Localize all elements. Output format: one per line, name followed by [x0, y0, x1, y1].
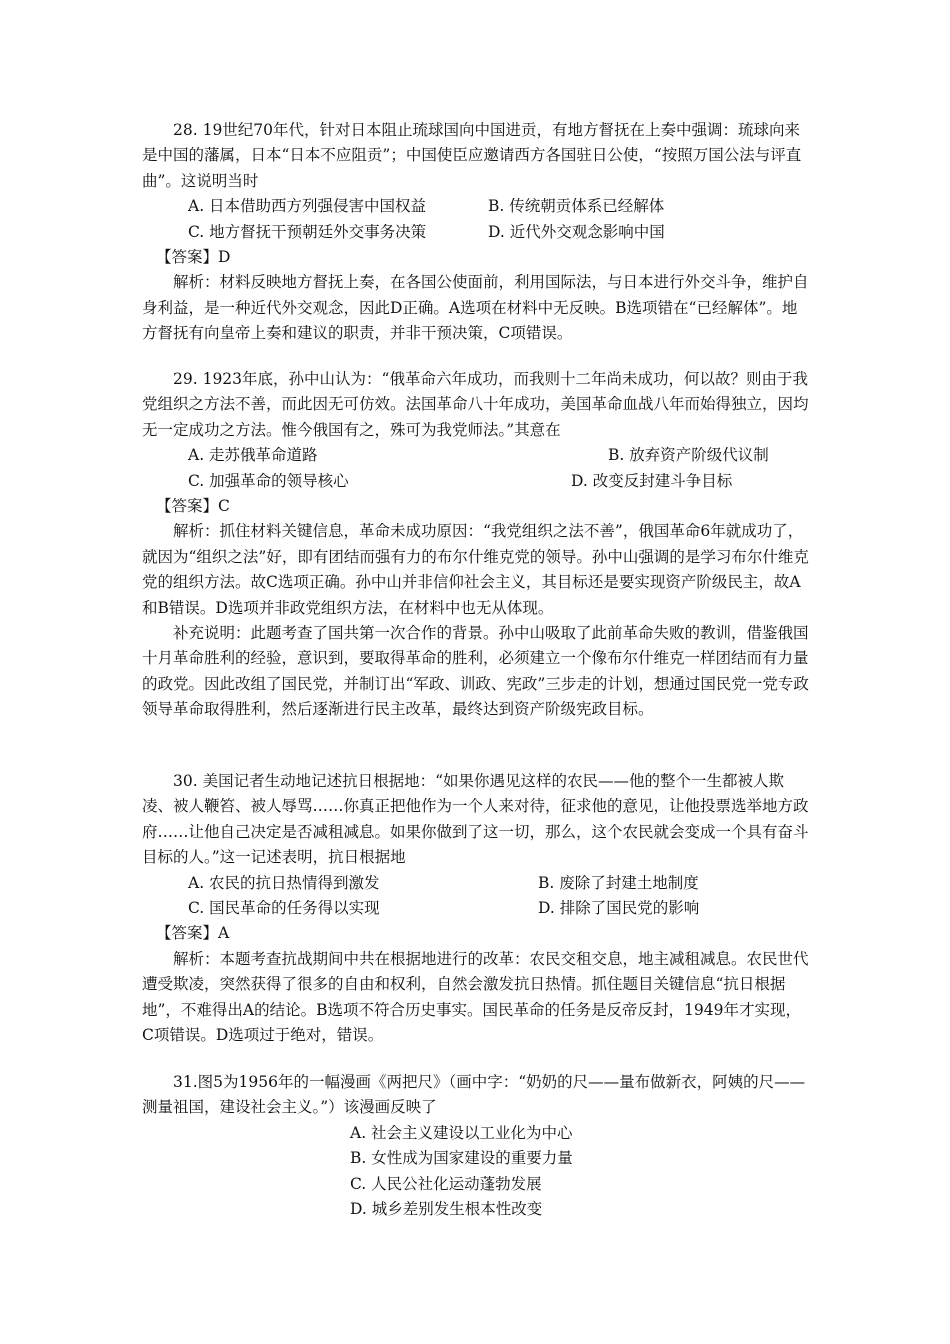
- question-stem: 28. 19世纪70年代，针对日本阻止琉球国向中国进贡，有地方督抚在上奏中强调：琉球向来是中国的藩属，日本“日本不应阻贡”；中国使臣应邀请西方各国驻日公使，“按照万国公法与评直曲”。这说明当时: [142, 121, 802, 190]
- option-c: C. 人民公社化运动蓬勃发展: [350, 1174, 542, 1193]
- analysis-text: 解析：本题考查抗战期间中共在根据地进行的改革：农民交租交息，地主减租减息。农民世代遭受欺凌，突然获得了很多的自由和权利，自然会激发抗日热情。抓住题目关键信息“抗日根据地”，不难得出A的结论。B选项不符合历史事实。国民革命的任务是反帝反封，1949年才实现，C项错误。D选项过于绝对，错误。: [142, 949, 809, 1045]
- option-a: A. 走苏俄革命道路: [188, 446, 318, 465]
- option-c: C. 加强革命的领导核心: [188, 471, 349, 490]
- analysis-text: 解析：抓住材料关键信息，革命未成功原因：“我党组织之法不善”，俄国革命6年就成功了，就因为“组织之法”好，即有团结而强有力的布尔什维克党的领导。孙中山强调的是学习布尔什维克党的组织方法。故C选项正确。孙中山并非信仰社会主义，其目标还是要实现资产阶级民主，故A和B错误。D选项并非政党组织方法，在材料中也无从体现。: [142, 522, 809, 617]
- option-a: A. 农民的抗日热情得到激发: [188, 873, 380, 892]
- option-row: [142, 194, 812, 219]
- option-d: D. 城乡差别发生根本性改变: [350, 1200, 543, 1219]
- option-row: [142, 896, 812, 921]
- option-b: B. 废除了封建土地制度: [538, 873, 699, 892]
- answer-label: 【答案】C: [156, 497, 230, 515]
- question-stem: 30. 美国记者生动地记述抗日根据地：“如果你遇见这样的农民——他的整个一生都被人欺凌、被人鞭笞、被人辱骂……你真正把他作为一个人来对待，征求他的意见，让他投票选举地方政府……让他自己决定是否减租减息。如果你做到了这一切，那么，这个农民就会变成一个具有奋斗目标的人。”这一记述表明，抗日根据地: [142, 772, 809, 867]
- question-29: [142, 367, 812, 723]
- option-b: B. 女性成为国家建设的重要力量: [350, 1149, 573, 1168]
- option-row: [142, 443, 812, 468]
- question-stem: 31.图5为1956年的一幅漫画《两把尺》（画中字：“奶奶的尺——量布做新衣，阿姨的尺——测量祖国，建设社会主义。”）该漫画反映了: [142, 1073, 806, 1117]
- question-stem: 29. 1923年底，孙中山认为：“俄革命六年成功，而我则十二年尚未成功，何以故？则由于我党组织之方法不善，而此因无可仿效。法国革命八十年成功，美国革命血战八年而始得独立，因均无一定成功之方法。惟今俄国有之，殊可为我党师法。”其意在: [142, 370, 809, 439]
- question-30: [142, 769, 812, 1048]
- option-c: C. 国民革命的任务得以实现: [188, 899, 380, 918]
- answer-label: 【答案】A: [156, 924, 230, 943]
- option-d: D. 近代外交观念影响中国: [488, 222, 665, 241]
- option-d: D. 排除了国民党的影响: [538, 899, 700, 918]
- option-row: [142, 220, 812, 245]
- analysis-text: 解析：材料反映地方督抚上奏，在各国公使面前，利用国际法，与日本进行外交斗争，维护自身利益，是一种近代外交观念，因此D正确。A选项在材料中无反映。B选项错在“已经解体”。地方督抚有向皇帝上奏和建议的职责，并非干预决策，C项错误。: [142, 273, 809, 343]
- option-b: B. 放弃资产阶级代议制: [608, 446, 769, 465]
- option-a: A. 社会主义建设以工业化为中心: [350, 1123, 573, 1142]
- option-row: [142, 469, 812, 494]
- option-c: C. 地方督抚干预朝廷外交事务决策: [188, 222, 427, 241]
- supplement-text: 补充说明：此题考查了国共第一次合作的背景。孙中山吸取了此前革命失败的教训，借鉴俄国十月革命胜利的经验，意识到，要取得革命的胜利，必须建立一个像布尔什维克一样团结而有力量的政党。因此改组了国民党，并制订出“军政、训政、宪政”三步走的计划，想通过国民党一党专政领导革命取得胜利，然后逐渐进行民主改革，最终达到资产阶级宪政目标。: [142, 624, 809, 719]
- option-row: [142, 871, 812, 896]
- option-b: B. 传统朝贡体系已经解体: [488, 197, 665, 216]
- option-d: D. 改变反封建斗争目标: [571, 471, 733, 490]
- answer-label: 【答案】D: [156, 248, 231, 266]
- question-31: [142, 1070, 812, 1222]
- question-28: [142, 118, 812, 347]
- option-a: A. 日本借助西方列强侵害中国权益: [188, 197, 427, 216]
